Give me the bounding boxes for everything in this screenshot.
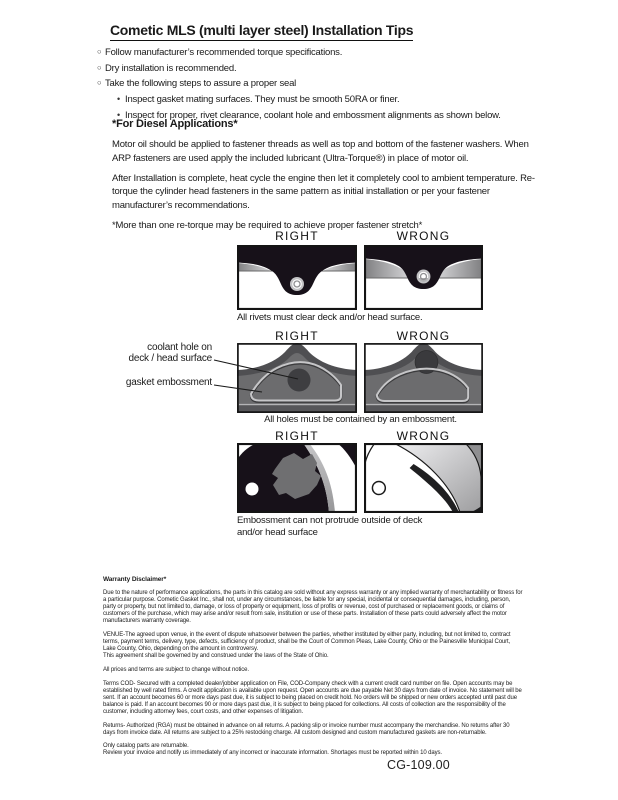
rivet-right-diagram bbox=[237, 245, 357, 310]
disclaimer-prices-line: All prices and terms are subject to change without notice. bbox=[103, 666, 249, 673]
installation-tips-list bbox=[97, 45, 545, 124]
embossment-caption-line2: and/or head surface bbox=[237, 526, 318, 538]
catalog-page-code: CG-109.00 bbox=[387, 758, 450, 772]
hole-not-contained-wrong-diagram bbox=[364, 343, 483, 413]
list-item-text: Inspect for proper, rivet clearance, coolant hole and embossment alignments as shown below. bbox=[125, 109, 501, 121]
disclaimer-agreement-line: This agreement shall be governed by and construed under the laws of the State of Ohio. bbox=[103, 653, 329, 660]
list-item bbox=[97, 76, 545, 92]
list-item-text: Take the following steps to assure a proper seal bbox=[105, 78, 297, 90]
list-item bbox=[97, 61, 545, 77]
rivet-interfere-wrong-icon bbox=[364, 245, 483, 310]
embossment-caption bbox=[237, 515, 487, 538]
rivet-caption: All rivets must clear deck and/or head surface. bbox=[237, 312, 423, 323]
embossment-inside-deck-icon bbox=[237, 443, 357, 513]
rivet-wrong-diagram bbox=[364, 245, 483, 310]
holes-wrong-label: WRONG bbox=[396, 329, 451, 343]
coolant-hole-label-line2: deck / head surface bbox=[128, 353, 212, 364]
sub-list-item bbox=[117, 92, 545, 108]
disclaimer-review-line: Review your invoice and notify us immediately of any incorrect or inaccurate information. Shortages must be reported within 10 days. bbox=[103, 750, 442, 757]
diesel-paragraph-oil: Motor oil should be applied to fastener threads as well as top and bottom of the fastener washers. When ARP fasteners are used apply the included lubricant (Ultra-Torque®) in place of motor oil. bbox=[112, 139, 529, 164]
embossment-caption-line1: Embossment can not protrude outside of deck bbox=[237, 515, 423, 526]
embossment-outside-deck-icon bbox=[364, 443, 483, 513]
hole-inside-embossment-icon bbox=[237, 343, 357, 413]
holes-caption: All holes must be contained by an embossment. bbox=[264, 414, 457, 425]
gasket-embossment-label: gasket embossment bbox=[125, 377, 212, 388]
open-circle-bullet-icon: ○ bbox=[97, 78, 102, 88]
hole-outside-embossment-icon bbox=[364, 343, 483, 413]
holes-right-label: RIGHT bbox=[275, 329, 319, 343]
rivet-clear-right-icon bbox=[237, 245, 357, 310]
filled-bullet-icon: • bbox=[117, 94, 120, 105]
diesel-paragraph-retorque: After Installation is complete, heat cycle the engine then let it completely cool to ambient temperature. Re-torque the cylinder head fasteners in the same pattern as initial installation or per your fastener manufacturer’s recommendations. bbox=[112, 172, 535, 212]
diesel-applications-section bbox=[112, 118, 544, 239]
retorque-note: *More than one re-torque may be required to achieve proper fastener stretch* bbox=[112, 219, 423, 231]
list-item-text: Follow manufacturer’s recommended torque specifications. bbox=[105, 47, 343, 58]
disclaimer-warranty-paragraph: Due to the nature of performance applications, the parts in this catalog are sold without any express warranty or any implied warranty of merchantability or fitness for a particular purpose. Cometic Gasket Inc., shall not, under any circumstances, be liable for any special, incidental or consequential damages, including, person, party or property, but not limited to, damage, or loss of property or equipment, loss of profits or revenue, cost of purchased or replacement goods, or claims of customers of the purchase, which may arise and/or result from sale, institution or use of these parts. Installation of these parts could adversely affect the motor manufacturers warranty coverage. bbox=[103, 590, 523, 625]
protrude-wrong-label: WRONG bbox=[396, 429, 451, 443]
open-circle-bullet-icon: ○ bbox=[97, 47, 102, 56]
disclaimer-heading: Warranty Disclaimer* bbox=[103, 576, 167, 583]
rivet-right-label: RIGHT bbox=[275, 229, 319, 243]
embossment-protruding-wrong-diagram bbox=[364, 443, 483, 513]
hole-contained-right-diagram bbox=[237, 343, 357, 413]
coolant-hole-label-line1: coolant hole on bbox=[147, 342, 212, 353]
rivet-wrong-label: WRONG bbox=[396, 229, 451, 243]
list-item-text: Inspect gasket mating surfaces. They must be smooth 50RA or finer. bbox=[125, 94, 400, 106]
disclaimer-returns-paragraph: Returns- Authorized (RGA) must be obtained in advance on all returns. A packing slip or invoice number must accompany the merchandise. No returns after 30 days from invoice date. All returns are subject to a 25% restocking charge. All custom designed and custom manufactured gaskets are non-returnable. bbox=[103, 722, 510, 736]
filled-bullet-icon: • bbox=[117, 109, 120, 120]
protrude-right-label: RIGHT bbox=[275, 429, 319, 443]
disclaimer-terms-paragraph: Terms COD- Secured with a completed dealer/jobber application on File, COD-Company check with a current credit card number on file. Open accounts may be established by well rated firms. A credit application is available upon request. Open accounts are due payable Net 30 days from date of invoice. No statement will be sent. If an account becomes 60 or more days past due, it is subject to being placed on credit hold. No orders will be shipped or new orders accepted until past due balance is paid. If an account becomes 90 or more days past due, it is subject to being placed for collections. All costs of collection are the responsibility of the customer, including attorney fees, court costs, and other expenses of litigation. bbox=[103, 680, 522, 715]
open-circle-bullet-icon: ○ bbox=[97, 62, 102, 72]
list-item-text: Dry installation is recommended. bbox=[105, 62, 237, 74]
diesel-heading: *For Diesel Applications* bbox=[112, 118, 238, 130]
disclaimer-venue-paragraph: VENUE-The agreed upon venue, in the event of dispute whatsoever between the parties, whether instituted by either party, including, but not limited to, contract terms, payment terms, delivery, type, defects, sufficiency of product, shall be the Court of Common Pleas, Lake County, Ohio or the Painesville Municipal Court, Lake County, Ohio, depending on the amount in controversy. bbox=[103, 632, 511, 653]
embossment-inside-right-diagram bbox=[237, 443, 357, 513]
disclaimer-catalog-line: Only catalog parts are returnable. bbox=[103, 743, 189, 750]
page-title: Cometic MLS (multi layer steel) Installation Tips bbox=[110, 22, 413, 41]
list-item bbox=[97, 45, 545, 61]
warranty-disclaimer-section bbox=[103, 576, 523, 764]
